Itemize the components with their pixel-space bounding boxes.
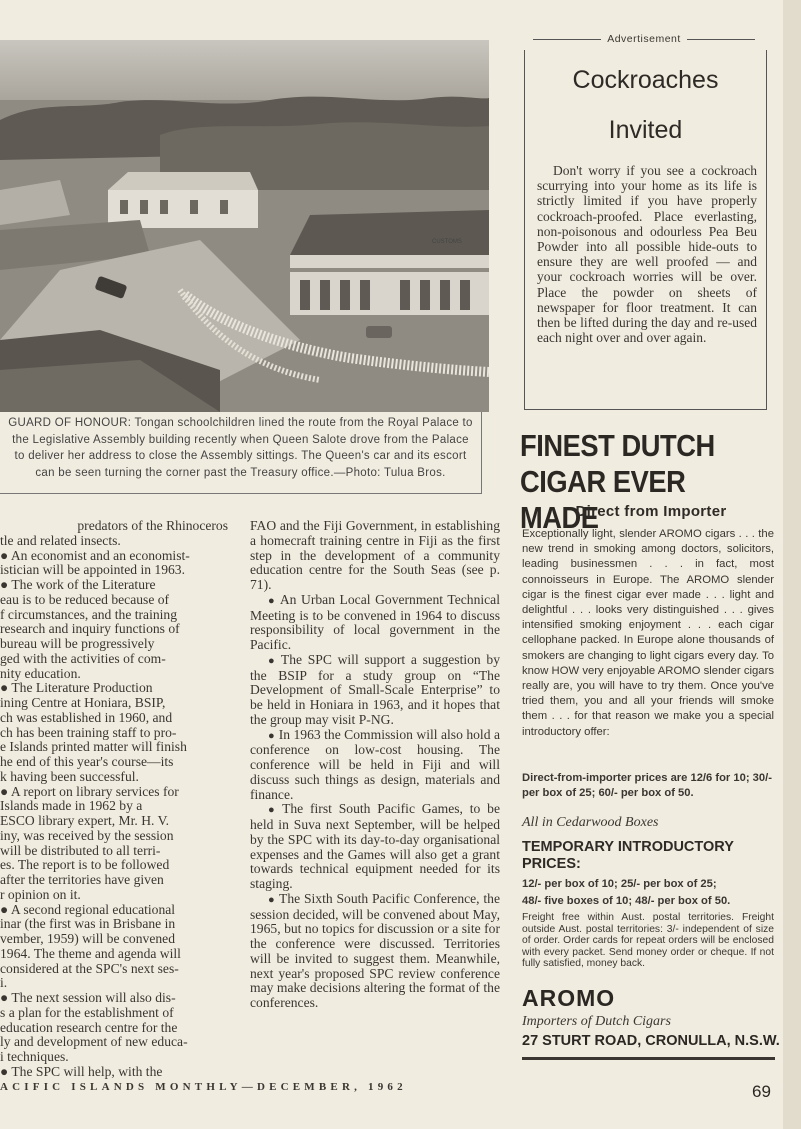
column-line: research and inquiry functions of	[0, 622, 180, 637]
bullet-icon: ●	[268, 654, 277, 667]
column-line: he end of this year's course—its	[0, 755, 174, 769]
temp-prices-line1: 12/- per box of 10; 25/- per box of 25;	[522, 878, 717, 890]
article-paragraph	[250, 728, 500, 803]
paragraph-text: The SPC will support a suggestion by the BSIP for a study group on “The Development of Small-Scale Enterprise” to be held in Honiara in 1963, and it hopes that the group may visit P-NG.	[250, 651, 500, 727]
ad-title-line1: Cockroaches	[572, 66, 719, 94]
column-line: bureau will be progressively	[0, 637, 155, 651]
column-line: k having been successful.	[0, 769, 139, 784]
paragraph-text: An Urban Local Government Technical Meeting is to be convened in 1964 to discuss responsibility of local government in the Pacific.	[250, 591, 500, 652]
column-line: vember, 1959) will be convened	[0, 932, 175, 946]
divider	[687, 39, 755, 40]
column-line: ch was established in 1960, and	[0, 710, 173, 725]
paragraph-text: In 1963 the Commission will also hold a conference on low-cost housing. The conference will be held in Fiji and will discuss such things as design, materials and finance.	[250, 726, 500, 802]
cigar-ad-temp-prices	[522, 876, 776, 910]
column-line: ch has been training staff to pro-	[0, 725, 177, 740]
column-line: education research centre for the	[0, 1020, 178, 1035]
cockroach-advertisement	[524, 50, 767, 410]
page-number: 69	[752, 1082, 771, 1101]
column-line: i techniques.	[0, 1050, 69, 1064]
column-line: will be distributed to all terri-	[0, 843, 161, 858]
article-column-left	[0, 519, 228, 1080]
paragraph-text: The Sixth South Pacific Conference, the session decided, will be convened about May, 1965, but no topics for discussion or a site for the conference were discussed. Territories will be invited to suggest them. Meanwhile, next year's proposed SPC review conference may make decisions altering the format of the conferences.	[250, 890, 500, 1010]
cigar-ad-temp-heading: TEMPORARY INTRODUCTORY PRICES:	[522, 839, 734, 872]
column-line: iny, was received by the session	[0, 828, 174, 843]
page-edge	[783, 0, 801, 1129]
column-line: ● The next session will also dis-	[0, 991, 176, 1005]
column-line: e Islands printed matter will finish	[0, 740, 187, 755]
column-line: after the territories have given	[0, 873, 164, 887]
column-line: ● A report on library services for	[0, 784, 179, 799]
advertisement-label	[522, 33, 766, 45]
column-line: s a plan for the establishment of	[0, 1005, 174, 1020]
advertisement-label-text: Advertisement	[607, 33, 681, 45]
photo-illustration	[0, 40, 489, 412]
column-line: ly and development of new educa-	[0, 1035, 188, 1050]
temp-prices-line2: 48/- five boxes of 10; 48/- per box of 50.	[522, 895, 731, 907]
column-line: inar (the first was in Brisbane in	[0, 917, 176, 932]
article-column-middle	[250, 519, 500, 1011]
article-paragraph	[250, 653, 500, 728]
ad-title-line2: Invited	[608, 116, 683, 144]
headline-line2: CIGAR EVER MADE	[520, 464, 686, 535]
column-line: ● The Literature Production	[0, 681, 153, 696]
column-line: ESCO library expert, Mr. H. V.	[0, 814, 170, 828]
bullet-icon: ●	[268, 594, 276, 607]
bullet-icon: ●	[268, 804, 279, 817]
bullet-icon: ●	[268, 729, 275, 742]
column-line: 1964. The theme and agenda will	[0, 946, 181, 961]
article-paragraph: FAO and the Fiji Government, in establishing a homecraft training centre in Fiji as the first step in the development of a community education centre for the South Seas (see p. 71).	[250, 518, 500, 592]
column-line: i.	[0, 976, 8, 991]
cigar-ad-importers: Importers of Dutch Cigars	[522, 1014, 671, 1029]
bullet-icon: ●	[268, 893, 276, 906]
column-line: r opinion on it.	[0, 887, 81, 902]
column-line: ● The work of the Literature	[0, 578, 156, 592]
column-line: istician will be appointed in 1963.	[0, 563, 185, 578]
news-photo	[0, 40, 489, 412]
cigar-ad-subhead: Direct from Importer	[575, 503, 727, 520]
column-line: ● An economist and an economist-	[0, 548, 190, 563]
page-footer: ACIFIC ISLANDS MONTHLY—DECEMBER, 1962	[0, 1081, 407, 1093]
column-line: ● A second regional educational	[0, 902, 176, 917]
column-line: nity education.	[0, 666, 81, 681]
column-line: es. The report is to be followed	[0, 858, 170, 873]
paragraph-text: The first South Pacific Games, to be held in Suva next September, will be helped by the SPC with its day-to-day organisational expenses and the Games will also get a grant towards technical equipment needed for its staging.	[250, 801, 500, 891]
column-line: predators of the Rhinoceros	[77, 519, 228, 533]
headline-line1: FINEST DUTCH	[520, 428, 715, 463]
cigar-ad-body: Exceptionally light, slender AROMO cigars . . . the new trend in smoking among doctors, solicitors, leading businessmen . . . in fact, most connoisseurs in Europe. The AROMO slender cigar is the finest cigar ever made . . . light and delightful . . . looks very distinguished . . . gives intensified smoking enjoyment . . . each cigar cellophane packed. In Europe alone thousands of smokers are changing to light cigars every day. To know HOW very enjoyable AROMO slender cigars really are, you will have to try them. Once you've tried them, you and all your friends will smoke them . . . for that reason we make you a special introductory offer:	[522, 528, 774, 738]
article-paragraph	[250, 593, 500, 653]
cigar-ad-brand: AROMO	[522, 985, 616, 1011]
divider	[533, 39, 601, 40]
cigar-ad-address: 27 STURT ROAD, CRONULLA, N.S.W.	[522, 1033, 780, 1049]
column-line: f circumstances, and the training	[0, 607, 178, 622]
column-line: tle and related insects.	[0, 533, 121, 548]
cigar-ad-cedarwood: All in Cedarwood Boxes	[522, 815, 659, 830]
customs-sign: CUSTOMS	[432, 239, 462, 245]
column-line: eau is to be reduced because of	[0, 592, 170, 607]
cigar-ad-prices: Direct-from-importer prices are 12/6 for 10; 30/- per box of 25; 60/- per box of 50.	[522, 772, 772, 799]
column-line: ining Centre at Honiara, BSIP,	[0, 696, 166, 710]
column-line: considered at the SPC's next ses-	[0, 961, 179, 976]
ad-body: Don't worry if you see a cockroach scurrying into your home as its life is strictly limited if you have properly cockroach-proofed. Place everlasting, non-poisonous and odourless Pea Beu Powder into all possible hide-outs to ensure they are well proofed — and your cockroach worries will be over. Place the powder on sheets of newspaper for floor treatment. It can then be lifted during the day and re-used each night over and over again.	[537, 163, 757, 346]
divider	[522, 1057, 775, 1060]
column-line: ged with the activities of com-	[0, 651, 166, 666]
article-paragraph	[250, 892, 500, 1011]
column-line: Islands made in 1962 by a	[0, 799, 143, 814]
photo-caption: GUARD OF HONOUR: Tongan schoolchildren lined the route from the Royal Palace to the Legislative Assembly building recently when Queen Salote drove from the Palace to deliver her address to close the Assembly sittings. The Queen's car and its escort can be seen turning the corner past the Treasury office.—Photo: Tulua Bros.	[0, 412, 482, 494]
column-line: ● The SPC will help, with the	[0, 1064, 163, 1079]
cigar-ad-fine-print: Freight free within Aust. postal territories. Freight outside Aust. postal territories: 3/- independent of size of order. Order cards for repeat orders will be enclosed with every packet. Send money order or cheque. If not fully satisfied, money back.	[522, 912, 774, 970]
article-paragraph	[250, 802, 500, 892]
